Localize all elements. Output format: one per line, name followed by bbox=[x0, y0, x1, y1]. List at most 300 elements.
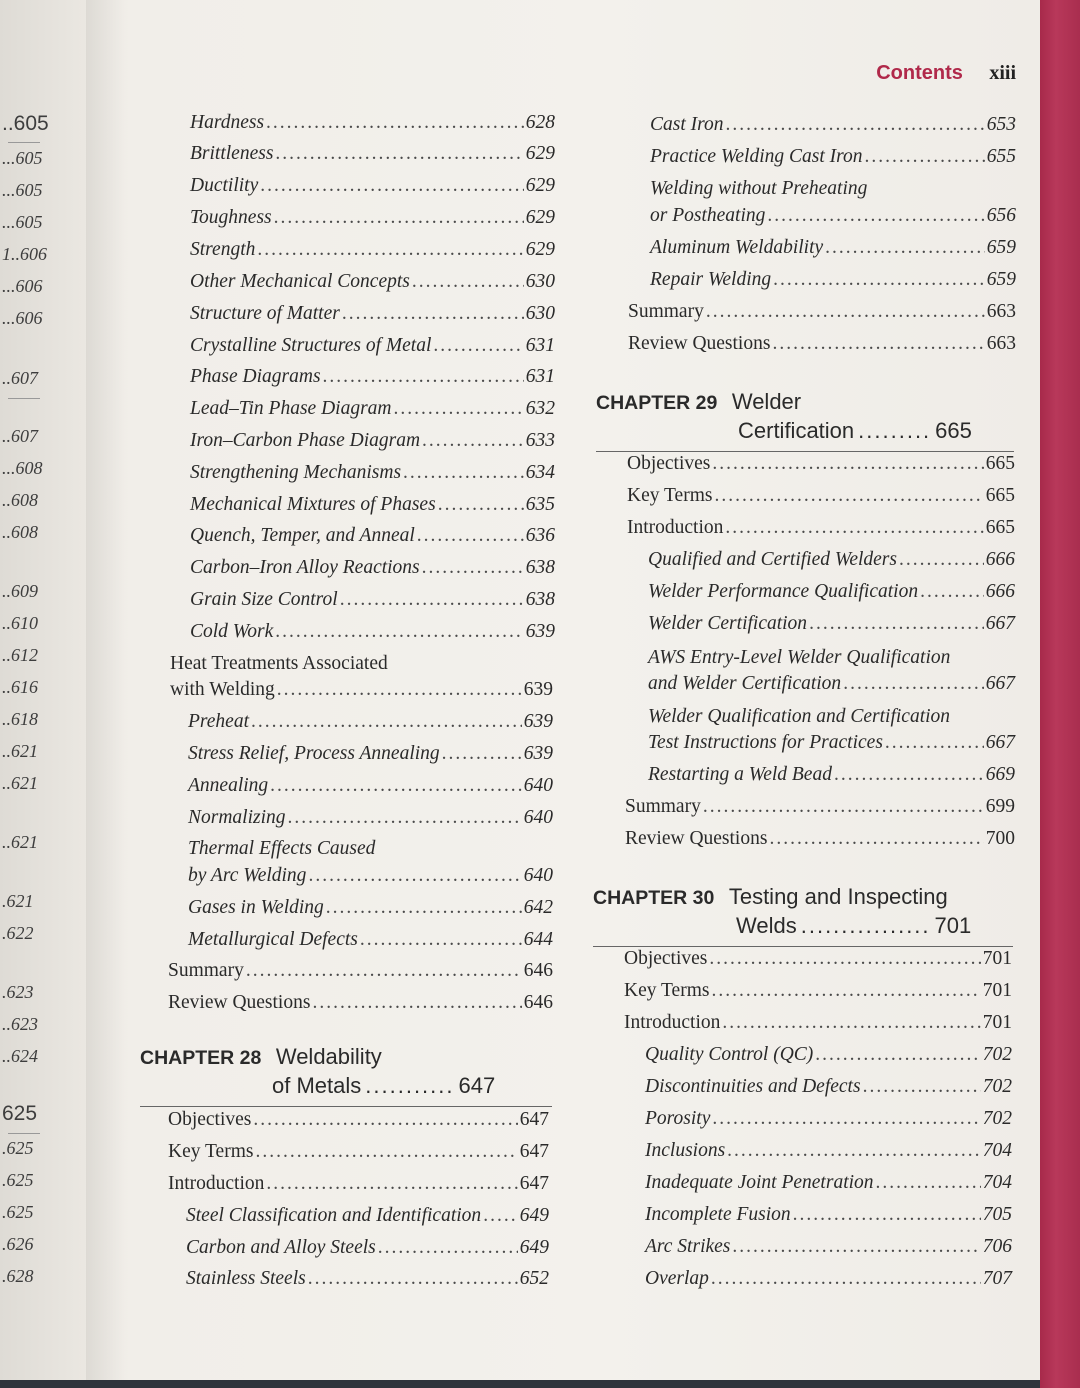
chapter-title: Welder bbox=[731, 389, 802, 414]
leader-dots bbox=[714, 485, 983, 507]
toc-entry[interactable] bbox=[190, 335, 555, 365]
margin-number: .626 bbox=[2, 1234, 34, 1254]
margin-number: ..618 bbox=[2, 709, 38, 729]
leader-dots bbox=[340, 589, 524, 611]
toc-entry-title: Metallurgical Defects bbox=[188, 929, 358, 950]
toc-entry[interactable] bbox=[168, 1173, 549, 1203]
toc-entry-title: Review Questions bbox=[628, 333, 771, 354]
leader-dots bbox=[793, 1204, 981, 1226]
toc-entry-page: 640 bbox=[523, 775, 553, 796]
leader-dots bbox=[772, 333, 984, 355]
toc-entry-page: 638 bbox=[525, 589, 555, 610]
toc-entry-title: Preheat bbox=[188, 711, 250, 732]
margin-number: ..607 bbox=[2, 426, 38, 446]
toc-entry-page: 701 bbox=[982, 948, 1012, 969]
toc-entry-page: 653 bbox=[986, 114, 1016, 135]
toc-entry-page: 665 bbox=[985, 485, 1015, 506]
margin-number: ..607 bbox=[2, 368, 38, 388]
toc-entry-title: and Welder Certification bbox=[648, 673, 842, 694]
toc-entry-page: 659 bbox=[986, 269, 1016, 290]
toc-entry[interactable] bbox=[188, 929, 553, 959]
toc-entry[interactable] bbox=[190, 525, 555, 555]
toc-entry-page: 642 bbox=[523, 897, 553, 918]
toc-entry-page: 646 bbox=[523, 992, 553, 1013]
toc-entry[interactable] bbox=[190, 239, 555, 269]
leader-dots bbox=[711, 1268, 981, 1290]
leader-dots bbox=[706, 301, 985, 323]
toc-entry[interactable] bbox=[190, 589, 555, 619]
toc-entry-title: Grain Size Control bbox=[190, 589, 338, 610]
toc-entry[interactable] bbox=[650, 146, 1016, 176]
leader-dots bbox=[433, 335, 523, 357]
toc-entry-title: Overlap bbox=[645, 1268, 709, 1289]
toc-entry-page: 663 bbox=[986, 333, 1016, 354]
leader-dots bbox=[312, 992, 521, 1014]
toc-entry-title: Summary bbox=[625, 796, 701, 817]
toc-entry-title: Carbon and Alloy Steels bbox=[186, 1237, 376, 1258]
toc-entry-title: Welder Certification bbox=[648, 613, 808, 634]
toc-entry-title: Introduction bbox=[624, 1012, 721, 1033]
chapter-title: Testing and Inspecting bbox=[728, 884, 948, 909]
toc-entry-page: 629 bbox=[525, 239, 555, 260]
toc-entry[interactable] bbox=[188, 807, 553, 837]
toc-entry[interactable] bbox=[190, 557, 555, 587]
toc-entry-title: Practice Welding Cast Iron bbox=[650, 146, 863, 167]
toc-entry-title: Incomplete Fusion bbox=[645, 1204, 791, 1225]
toc-entry-page: 647 bbox=[519, 1141, 549, 1162]
margin-number: ...606 bbox=[2, 276, 43, 296]
toc-entry-page: 634 bbox=[525, 462, 555, 483]
toc-entry-title: Structure of Matter bbox=[190, 303, 340, 324]
toc-entry-title: Welder Performance Qualification bbox=[648, 581, 919, 602]
margin-number: 625 bbox=[2, 1102, 38, 1125]
chapter-rule bbox=[593, 946, 1013, 947]
leader-dots bbox=[403, 462, 524, 484]
toc-entry-title-line1: AWS Entry-Level Welder Qualification bbox=[648, 647, 951, 668]
toc-entry[interactable] bbox=[190, 366, 555, 396]
margin-number: .622 bbox=[2, 923, 34, 943]
toc-entry-page: 644 bbox=[523, 929, 553, 950]
toc-entry-page: 631 bbox=[525, 366, 555, 387]
toc-entry-page: 666 bbox=[985, 549, 1015, 570]
toc-entry-title: Objectives bbox=[627, 453, 711, 474]
running-head-title: Contents bbox=[876, 62, 963, 84]
chapter-label: CHAPTER 28 bbox=[140, 1047, 262, 1069]
leader-dots bbox=[843, 673, 984, 695]
toc-entry[interactable] bbox=[627, 517, 1015, 547]
toc-entry-title: Review Questions bbox=[625, 828, 768, 849]
toc-entry-title: Introduction bbox=[168, 1173, 265, 1194]
toc-entry-page: 700 bbox=[985, 828, 1015, 849]
leader-dots bbox=[378, 1237, 518, 1259]
toc-entry[interactable] bbox=[186, 1205, 549, 1235]
toc-entry[interactable] bbox=[188, 711, 553, 741]
toc-entry[interactable] bbox=[625, 796, 1015, 826]
margin-number: ..624 bbox=[2, 1046, 38, 1066]
toc-entry-title: Arc Strikes bbox=[645, 1236, 731, 1257]
leader-dots: ......... bbox=[858, 418, 932, 443]
toc-entry-title: Review Questions bbox=[168, 992, 311, 1013]
margin-rule bbox=[8, 398, 40, 399]
chapter-29-title-line2[interactable] bbox=[738, 418, 1016, 444]
toc-entry-page: 639 bbox=[525, 621, 555, 642]
toc-entry-page: 701 bbox=[982, 980, 1012, 1001]
leader-dots bbox=[442, 743, 522, 765]
toc-entry-title: Key Terms bbox=[624, 980, 710, 1001]
toc-entry-title: Porosity bbox=[645, 1108, 711, 1129]
margin-number: ...606 bbox=[2, 308, 43, 328]
toc-entry-title: Strength bbox=[190, 239, 256, 260]
toc-entry-page: 640 bbox=[523, 865, 553, 886]
toc-entry-page: 655 bbox=[986, 146, 1016, 167]
toc-entry-page: 649 bbox=[519, 1205, 549, 1226]
toc-entry[interactable] bbox=[190, 621, 555, 651]
leader-dots bbox=[727, 1140, 981, 1162]
toc-entry-page: 630 bbox=[525, 271, 555, 292]
leader-dots bbox=[767, 205, 984, 227]
leader-dots bbox=[703, 796, 984, 818]
leader-dots bbox=[865, 146, 985, 168]
margin-rule bbox=[8, 142, 40, 143]
toc-entry[interactable] bbox=[645, 1044, 1012, 1074]
leader-dots bbox=[725, 517, 983, 539]
leader-dots bbox=[360, 929, 522, 951]
toc-entry[interactable] bbox=[648, 613, 1015, 643]
toc-entry-title: Key Terms bbox=[168, 1141, 254, 1162]
chapter-28-heading[interactable] bbox=[140, 1044, 382, 1070]
toc-entry-title: Mechanical Mixtures of Phases bbox=[190, 494, 436, 515]
toc-entry-title: Objectives bbox=[624, 948, 708, 969]
margin-number: 1..606 bbox=[2, 244, 47, 264]
toc-entry-title: Annealing bbox=[188, 775, 269, 796]
margin-number: ..621 bbox=[2, 741, 38, 761]
toc-entry-title: Other Mechanical Concepts bbox=[190, 271, 410, 292]
toc-entry[interactable] bbox=[186, 1237, 549, 1267]
toc-entry[interactable] bbox=[188, 775, 553, 805]
toc-entry-title: Introduction bbox=[627, 517, 724, 538]
toc-entry[interactable] bbox=[648, 549, 1015, 579]
toc-entry[interactable] bbox=[628, 333, 1016, 363]
toc-entry-title: Stainless Steels bbox=[186, 1268, 306, 1289]
toc-entry-title: Qualified and Certified Welders bbox=[648, 549, 897, 570]
margin-number: ..609 bbox=[2, 581, 38, 601]
margin-number: ...605 bbox=[2, 212, 43, 232]
toc-entry[interactable] bbox=[190, 112, 555, 142]
margin-number: ..621 bbox=[2, 832, 38, 852]
toc-entry-title: Objectives bbox=[168, 1109, 252, 1130]
toc-entry-page: 705 bbox=[982, 1204, 1012, 1225]
toc-entry-title: Repair Welding bbox=[650, 269, 772, 290]
leader-dots bbox=[769, 828, 983, 850]
leader-dots: ........... bbox=[365, 1073, 455, 1098]
toc-entry-title: with Welding bbox=[170, 679, 275, 700]
margin-number: .621 bbox=[2, 891, 34, 911]
toc-entry-page: 704 bbox=[982, 1172, 1012, 1193]
toc-entry-title: Summary bbox=[168, 960, 244, 981]
toc-entry[interactable] bbox=[624, 980, 1012, 1010]
chapter-title: Weldability bbox=[275, 1044, 382, 1069]
toc-entry-title: Hardness bbox=[190, 112, 265, 133]
leader-dots bbox=[326, 897, 522, 919]
toc-entry-page: 640 bbox=[523, 807, 553, 828]
chapter-label: CHAPTER 29 bbox=[596, 392, 718, 414]
leader-dots bbox=[438, 494, 524, 516]
toc-entry[interactable] bbox=[186, 1268, 549, 1298]
toc-entry[interactable] bbox=[188, 743, 553, 773]
leader-dots bbox=[773, 269, 985, 291]
toc-entry-title: Normalizing bbox=[188, 807, 286, 828]
toc-entry[interactable] bbox=[190, 175, 555, 205]
toc-entry-page: 707 bbox=[982, 1268, 1012, 1289]
margin-number: ..608 bbox=[2, 490, 38, 510]
toc-entry[interactable] bbox=[645, 1204, 1012, 1234]
leader-dots bbox=[711, 980, 980, 1002]
chapter-title: of Metals bbox=[272, 1073, 362, 1098]
chapter-rule bbox=[596, 451, 1014, 452]
gutter-shadow bbox=[86, 0, 126, 1388]
leader-dots bbox=[275, 621, 524, 643]
toc-entry[interactable] bbox=[650, 205, 1016, 235]
toc-entry[interactable] bbox=[650, 269, 1016, 299]
toc-entry-title: Restarting a Weld Bead bbox=[648, 764, 832, 785]
background-strip bbox=[0, 1380, 1040, 1388]
toc-entry-page: 665 bbox=[985, 453, 1015, 474]
leader-dots bbox=[266, 1173, 517, 1195]
toc-entry-title: Phase Diagrams bbox=[190, 366, 321, 387]
toc-entry-page: 667 bbox=[985, 673, 1015, 694]
leader-dots bbox=[422, 557, 524, 579]
margin-number: .625 bbox=[2, 1138, 34, 1158]
toc-entry[interactable] bbox=[190, 494, 555, 524]
toc-entry[interactable] bbox=[624, 1012, 1012, 1042]
toc-entry-title: Test Instructions for Practices bbox=[648, 732, 883, 753]
toc-entry[interactable] bbox=[625, 828, 1015, 858]
toc-entry[interactable] bbox=[190, 462, 555, 492]
chapter-page: 647 bbox=[458, 1073, 496, 1098]
toc-entry-page: 636 bbox=[525, 525, 555, 546]
toc-entry-page: 706 bbox=[982, 1236, 1012, 1257]
chapter-30-title-line2[interactable] bbox=[736, 913, 1014, 939]
leader-dots bbox=[288, 807, 522, 829]
toc-entry-title: Key Terms bbox=[627, 485, 713, 506]
leader-dots bbox=[825, 237, 985, 259]
toc-entry-title: Brittleness bbox=[190, 143, 274, 164]
toc-entry-page: 665 bbox=[985, 517, 1015, 538]
toc-entry-page: 635 bbox=[525, 494, 555, 515]
toc-entry-page: 656 bbox=[986, 205, 1016, 226]
toc-entry[interactable] bbox=[650, 237, 1016, 267]
margin-number: ...608 bbox=[2, 458, 43, 478]
toc-entry[interactable] bbox=[190, 207, 555, 237]
chapter-page: 701 bbox=[934, 913, 972, 938]
toc-entry[interactable] bbox=[648, 581, 1015, 611]
toc-entry[interactable] bbox=[190, 398, 555, 428]
facing-page-margin-numbers bbox=[0, 0, 70, 1388]
toc-entry[interactable] bbox=[645, 1172, 1012, 1202]
toc-entry-title: Crystalline Structures of Metal bbox=[190, 335, 432, 356]
toc-entry[interactable] bbox=[645, 1236, 1012, 1266]
toc-entry-title: Strengthening Mechanisms bbox=[190, 462, 402, 483]
margin-number: ..610 bbox=[2, 613, 38, 633]
toc-entry-page: 638 bbox=[525, 557, 555, 578]
leader-dots bbox=[255, 1141, 517, 1163]
leader-dots bbox=[732, 1236, 980, 1258]
margin-number: .625 bbox=[2, 1202, 34, 1222]
toc-entry[interactable] bbox=[648, 732, 1015, 762]
toc-entry[interactable] bbox=[168, 960, 553, 990]
toc-entry[interactable] bbox=[645, 1108, 1012, 1138]
toc-entry-title-line1: Welder Qualification and Certification bbox=[648, 706, 951, 727]
toc-entry[interactable] bbox=[168, 1141, 549, 1171]
leader-dots bbox=[412, 271, 524, 293]
leader-dots bbox=[920, 581, 984, 603]
toc-entry-page: 667 bbox=[985, 732, 1015, 753]
toc-entry-page: 628 bbox=[525, 112, 555, 133]
toc-entry-title: Stress Relief, Process Annealing bbox=[188, 743, 440, 764]
leader-dots bbox=[266, 112, 524, 134]
toc-entry[interactable] bbox=[648, 673, 1015, 703]
toc-entry[interactable] bbox=[645, 1076, 1012, 1106]
toc-entry[interactable] bbox=[188, 897, 553, 927]
toc-entry[interactable] bbox=[650, 114, 1016, 144]
toc-entry[interactable] bbox=[170, 679, 553, 709]
toc-entry[interactable] bbox=[190, 303, 555, 333]
margin-number: .628 bbox=[2, 1266, 34, 1286]
margin-rule bbox=[8, 1133, 40, 1134]
toc-entry-page: 699 bbox=[985, 796, 1015, 817]
margin-number: ..616 bbox=[2, 677, 38, 697]
leader-dots bbox=[277, 679, 522, 701]
leader-dots bbox=[722, 1012, 980, 1034]
toc-entry-title: Aluminum Weldability bbox=[650, 237, 824, 258]
leader-dots bbox=[253, 1109, 517, 1131]
toc-entry-page: 659 bbox=[986, 237, 1016, 258]
toc-entry[interactable] bbox=[645, 1140, 1012, 1170]
chapter-29-heading[interactable] bbox=[596, 389, 801, 415]
toc-entry-page: 631 bbox=[525, 335, 555, 356]
leader-dots bbox=[342, 303, 524, 325]
toc-entry-title: Ductility bbox=[190, 175, 259, 196]
leader-dots bbox=[394, 398, 524, 420]
toc-entry-page: 701 bbox=[982, 1012, 1012, 1033]
toc-entry-title: Inclusions bbox=[645, 1140, 726, 1161]
toc-entry-title: Quality Control (QC) bbox=[645, 1044, 814, 1065]
leader-dots bbox=[422, 430, 524, 452]
toc-entry[interactable] bbox=[624, 948, 1012, 978]
toc-entry[interactable] bbox=[648, 764, 1015, 794]
toc-entry-page: 647 bbox=[519, 1173, 549, 1194]
toc-entry[interactable] bbox=[168, 1109, 549, 1139]
chapter-title: Welds bbox=[736, 913, 797, 938]
margin-number: ...605 bbox=[2, 148, 43, 168]
leader-dots bbox=[885, 732, 984, 754]
leader-dots bbox=[246, 960, 522, 982]
toc-entry-page: 629 bbox=[525, 175, 555, 196]
leader-dots bbox=[809, 613, 984, 635]
margin-number: ..623 bbox=[2, 1014, 38, 1034]
leader-dots bbox=[899, 549, 984, 571]
toc-entry[interactable] bbox=[627, 453, 1015, 483]
toc-entry-title: Toughness bbox=[190, 207, 272, 228]
toc-entry-title: Cold Work bbox=[190, 621, 274, 642]
running-head bbox=[616, 62, 1016, 85]
leader-dots bbox=[308, 1268, 518, 1290]
leader-dots bbox=[323, 366, 524, 388]
leader-dots: ................ bbox=[800, 913, 931, 938]
leader-dots bbox=[270, 775, 522, 797]
leader-dots bbox=[257, 239, 523, 261]
margin-number: ...605 bbox=[2, 180, 43, 200]
toc-entry-title: Quench, Temper, and Anneal bbox=[190, 525, 415, 546]
leader-dots bbox=[251, 711, 522, 733]
toc-entry[interactable] bbox=[190, 430, 555, 460]
leader-dots bbox=[709, 948, 980, 970]
toc-entry[interactable] bbox=[190, 271, 555, 301]
toc-entry-title: Carbon–Iron Alloy Reactions bbox=[190, 557, 420, 578]
leader-dots bbox=[308, 865, 521, 887]
leader-dots bbox=[815, 1044, 980, 1066]
margin-number: .625 bbox=[2, 1170, 34, 1190]
toc-entry-title: Cast Iron bbox=[650, 114, 724, 135]
toc-entry-page: 702 bbox=[982, 1108, 1012, 1129]
toc-entry-page: 704 bbox=[982, 1140, 1012, 1161]
toc-entry-page: 632 bbox=[525, 398, 555, 419]
toc-entry-title: Inadequate Joint Penetration bbox=[645, 1172, 874, 1193]
toc-entry-title: or Postheating bbox=[650, 205, 766, 226]
leader-dots bbox=[726, 114, 985, 136]
leader-dots bbox=[417, 525, 524, 547]
toc-entry-page: 667 bbox=[985, 613, 1015, 634]
toc-entry-page: 702 bbox=[982, 1076, 1012, 1097]
toc-entry-page: 669 bbox=[985, 764, 1015, 785]
toc-entry-page: 633 bbox=[525, 430, 555, 451]
toc-entry-title: Steel Classification and Identification bbox=[186, 1205, 482, 1226]
leader-dots bbox=[834, 764, 984, 786]
toc-entry-page: 666 bbox=[985, 581, 1015, 602]
toc-entry[interactable] bbox=[645, 1268, 1012, 1298]
toc-entry-title: Summary bbox=[628, 301, 704, 322]
margin-number: ..608 bbox=[2, 522, 38, 542]
toc-entry-page: 629 bbox=[525, 207, 555, 228]
toc-entry-page: 630 bbox=[525, 303, 555, 324]
chapter-rule bbox=[140, 1106, 552, 1107]
running-head-page: xiii bbox=[989, 62, 1016, 84]
leader-dots bbox=[274, 207, 524, 229]
toc-entry-title-line1: Thermal Effects Caused bbox=[188, 838, 376, 859]
toc-entry-title: Iron–Carbon Phase Diagram bbox=[190, 430, 421, 451]
toc-entry-page: 663 bbox=[986, 301, 1016, 322]
toc-entry[interactable] bbox=[627, 485, 1015, 515]
margin-number: .623 bbox=[2, 982, 34, 1002]
toc-entry-page: 629 bbox=[525, 143, 555, 164]
leader-dots bbox=[275, 143, 523, 165]
chapter-30-heading[interactable] bbox=[593, 884, 948, 910]
margin-number: ..621 bbox=[2, 773, 38, 793]
margin-number: ..612 bbox=[2, 645, 38, 665]
leader-dots bbox=[712, 1108, 980, 1130]
toc-entry[interactable] bbox=[190, 143, 555, 173]
chapter-28-title-line2[interactable] bbox=[272, 1073, 552, 1099]
toc-entry-title: by Arc Welding bbox=[188, 865, 307, 886]
toc-entry-page: 639 bbox=[523, 711, 553, 732]
toc-entry[interactable] bbox=[188, 865, 553, 895]
toc-entry[interactable] bbox=[628, 301, 1016, 331]
leader-dots bbox=[483, 1205, 518, 1227]
toc-entry-title: Discontinuities and Defects bbox=[645, 1076, 861, 1097]
toc-entry[interactable] bbox=[168, 992, 553, 1022]
toc-entry-title-line1: Heat Treatments Associated bbox=[170, 653, 388, 674]
chapter-title: Certification bbox=[738, 418, 855, 443]
